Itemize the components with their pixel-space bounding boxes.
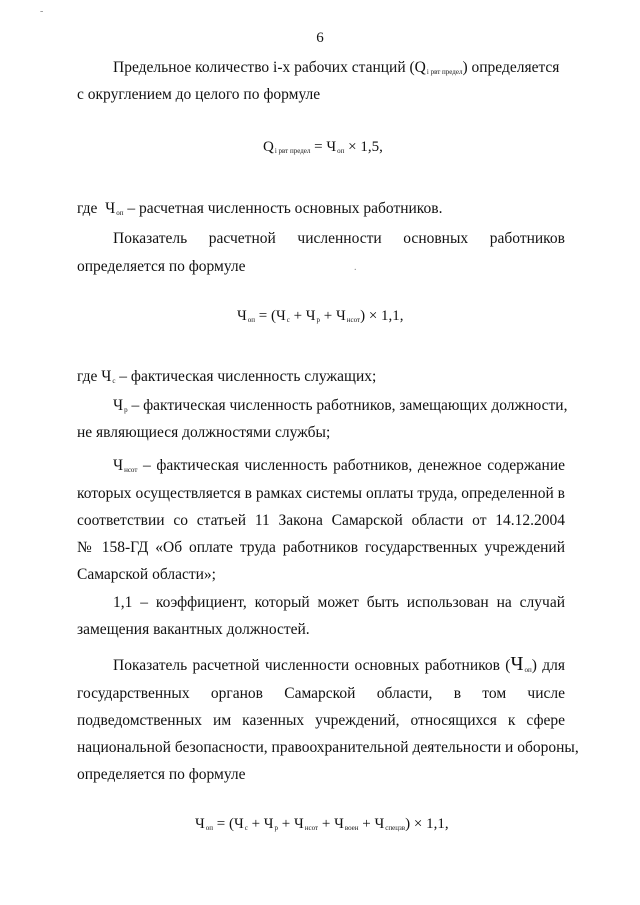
paragraph-line: государственных органов Самарской области, в том числе xyxy=(77,685,565,702)
formula-ch-op-1: $Ч_{оп} = (Ч_с + Ч_р + Ч_{нсот}) \times 1,1$, xyxy=(237,308,404,324)
paragraph-line: определяется по формуле xyxy=(77,766,246,783)
paragraph-line: соответствии со статьей 11 Закона Самарской области от 14.12.2004 xyxy=(77,512,565,529)
paragraph-line: № 158-ГД «Об оплате труда работников государственных учреждений xyxy=(77,539,565,556)
paragraph-line: не являющиеся должностями службы; xyxy=(77,424,331,441)
definition-line: $Ч_р$ – фактическая численность работников, замещающих должности, xyxy=(113,397,568,414)
scan-mark: - xyxy=(40,6,44,17)
paragraph-line: Предельное количество i-х рабочих станций $(Q_{i рвт предел})$ определяется xyxy=(113,59,560,76)
paragraph-line: 1,1 – коэффициент, который может быть использован на случай xyxy=(113,594,565,611)
definition-line: $Ч_{нсот}$ – фактическая численность работников, денежное содержание xyxy=(113,457,565,474)
paragraph-line: замещения вакантных должностей. xyxy=(77,621,310,638)
paragraph-line: подведомственных им казенных учреждений, относящихся к сфере xyxy=(77,712,565,729)
scan-dot: . xyxy=(354,262,357,273)
paragraph-line: Показатель расчетной численности основных работников $(Ч_{оп})$ для xyxy=(113,653,565,675)
paragraph-line: которых осуществляется в рамках системы оплаты труда, определенной в xyxy=(77,485,565,502)
definition-line: где $Ч_{оп}$ – расчетная численность основных работников. xyxy=(77,200,443,217)
paragraph-line: Самарской области»; xyxy=(77,566,216,583)
formula-ch-op-2: $Ч_{оп} = (Ч_с + Ч_р + Ч_{нсот} + Ч_{воен} + Ч_{спецзв}) \times 1,1$, xyxy=(195,816,449,832)
paragraph-line: национальной безопасности, правоохранительной деятельности и обороны, xyxy=(77,739,579,756)
paragraph-line: Показатель расчетной численности основных работников xyxy=(113,230,565,247)
definition-line: где $Ч_с$ – фактическая численность служащих; xyxy=(77,368,377,385)
paragraph-line: с округлением до целого по формуле xyxy=(77,86,321,103)
formula-q: $Q_{i рвт предел} = Ч_{оп} \times 1,5$, xyxy=(263,139,383,155)
paragraph-line: определяется по формуле xyxy=(77,258,246,275)
page-number: 6 xyxy=(316,30,324,46)
